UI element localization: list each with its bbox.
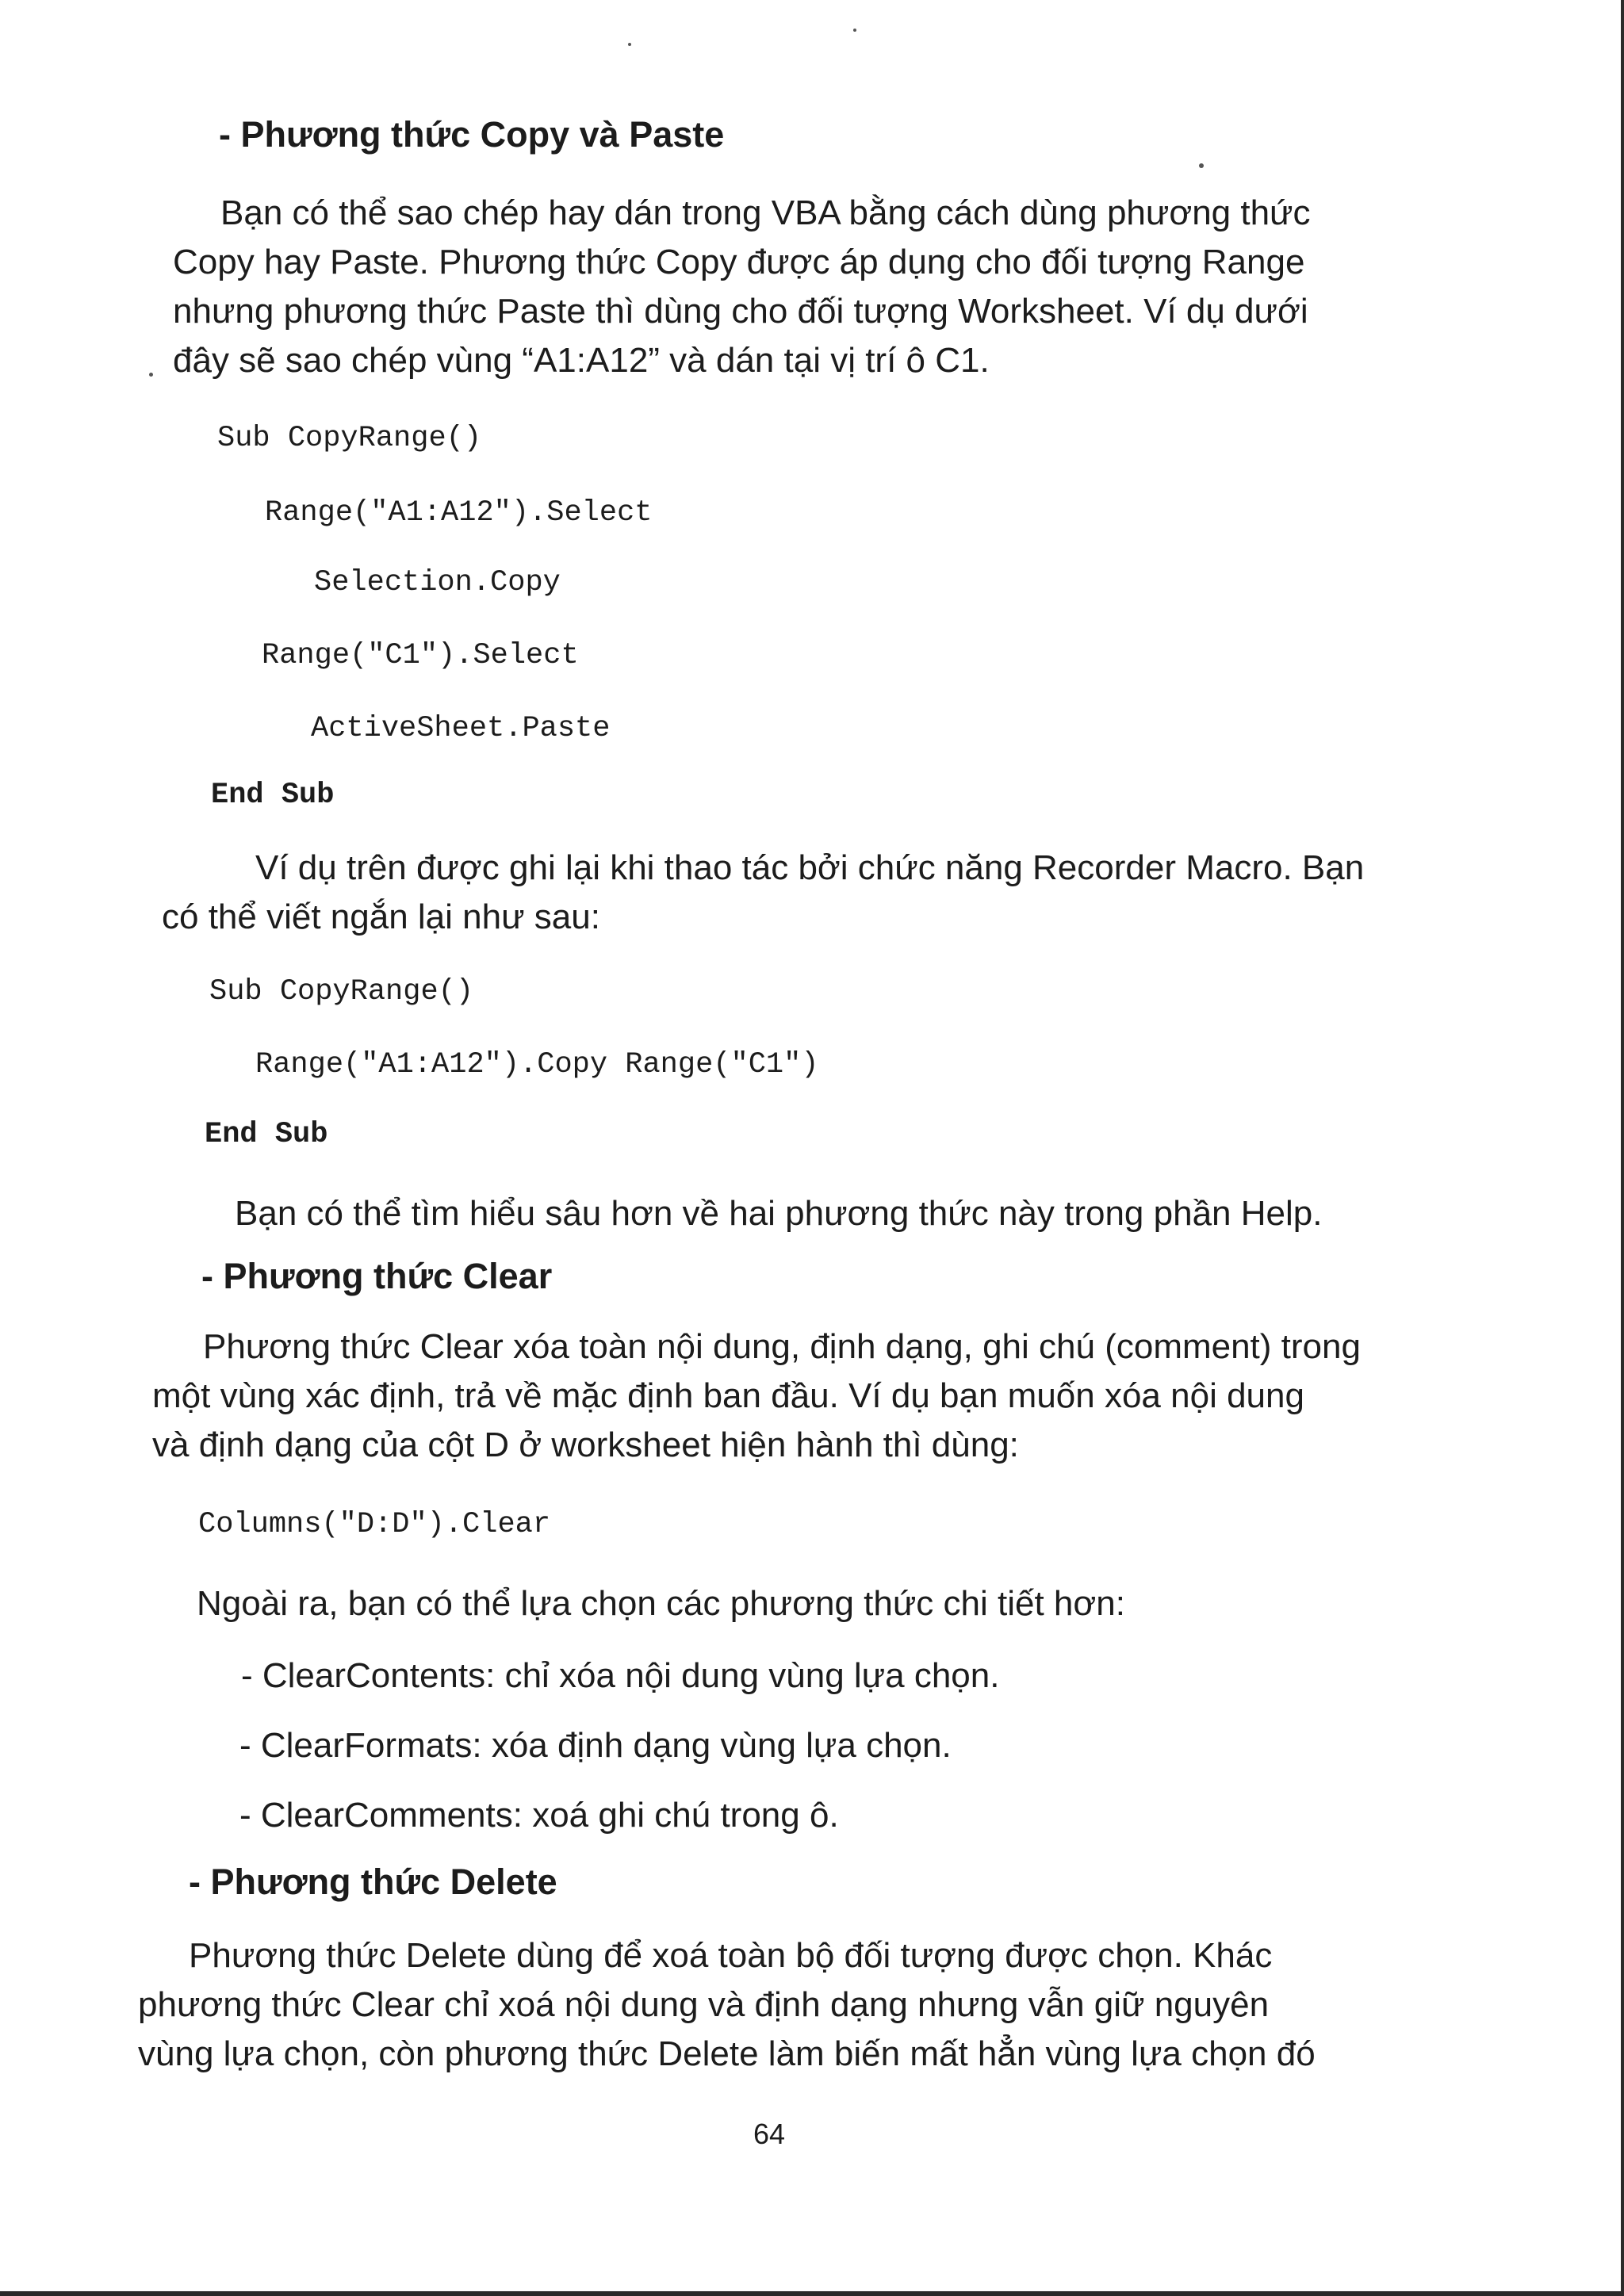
code-line: Columns("D:D").Clear <box>198 1508 551 1541</box>
paragraph-line: một vùng xác định, trả về mặc định ban đầu. Ví dụ bạn muốn xóa nội dung <box>152 1376 1304 1415</box>
paragraph-line: có thể viết ngắn lại như sau: <box>162 897 600 936</box>
heading-delete: - Phương thức Delete <box>189 1862 557 1902</box>
scan-edge-right <box>1621 0 1624 2296</box>
paragraph-line: Bạn có thể sao chép hay dán trong VBA bằng cách dùng phương thức <box>220 193 1311 232</box>
paragraph-line: đây sẽ sao chép vùng “A1:A12” và dán tại vị trí ô C1. <box>173 341 990 380</box>
list-item: - ClearComments: xoá ghi chú trong ô. <box>239 1796 839 1835</box>
scan-speck <box>853 29 856 32</box>
code-line: Sub CopyRange() <box>217 422 482 455</box>
paragraph-line: và định dạng của cột D ở worksheet hiện hành thì dùng: <box>152 1425 1019 1464</box>
list-item: - ClearContents: chỉ xóa nội dung vùng lựa chọn. <box>241 1656 1000 1695</box>
heading-copy-paste: - Phương thức Copy và Paste <box>219 114 725 155</box>
code-line: Selection.Copy <box>314 566 561 599</box>
help-note: Bạn có thể tìm hiểu sâu hơn về hai phương thức này trong phần Help. <box>235 1194 1323 1233</box>
page-number: 64 <box>753 2118 786 2150</box>
code-line: End Sub <box>205 1118 328 1151</box>
recorder-paragraph <box>162 844 1364 942</box>
code-line: ActiveSheet.Paste <box>311 712 611 745</box>
delete-paragraph <box>138 1931 1316 2079</box>
copy-paste-paragraph <box>173 189 1311 385</box>
code-line: End Sub <box>211 779 335 812</box>
paragraph-line: phương thức Clear chỉ xoá nội dung và định dạng nhưng vẫn giữ nguyên <box>138 1985 1270 2024</box>
clear-intro: Ngoài ra, bạn có thể lựa chọn các phương thức chi tiết hơn: <box>197 1584 1125 1623</box>
paragraph-line: Ví dụ trên được ghi lại khi thao tác bởi chức năng Recorder Macro. Bạn <box>255 848 1365 887</box>
paragraph-line: Phương thức Delete dùng để xoá toàn bộ đối tượng được chọn. Khác <box>189 1936 1273 1975</box>
code-line: Range("C1").Select <box>262 639 579 672</box>
paragraph-line: Phương thức Clear xóa toàn nội dung, định dạng, ghi chú (comment) trong <box>203 1327 1361 1366</box>
code-line: Range("A1:A12").Copy Range("C1") <box>255 1048 819 1081</box>
list-item: - ClearFormats: xóa định dạng vùng lựa chọn. <box>239 1726 952 1765</box>
clear-paragraph <box>152 1322 1361 1470</box>
code-line: Range("A1:A12").Select <box>265 496 653 530</box>
scan-speck <box>149 373 153 377</box>
paragraph-line: nhưng phương thức Paste thì dùng cho đối tượng Worksheet. Ví dụ dưới <box>173 292 1308 331</box>
scan-speck <box>1199 163 1204 168</box>
code-line: Sub CopyRange() <box>209 975 474 1008</box>
paragraph-line: vùng lựa chọn, còn phương thức Delete làm biến mất hẳn vùng lựa chọn đó <box>138 2034 1316 2073</box>
heading-clear: - Phương thức Clear <box>201 1256 553 1296</box>
scan-speck <box>628 43 631 46</box>
scan-edge-bottom <box>0 2291 1624 2296</box>
paragraph-line: Copy hay Paste. Phương thức Copy được áp dụng cho đối tượng Range <box>173 243 1305 281</box>
